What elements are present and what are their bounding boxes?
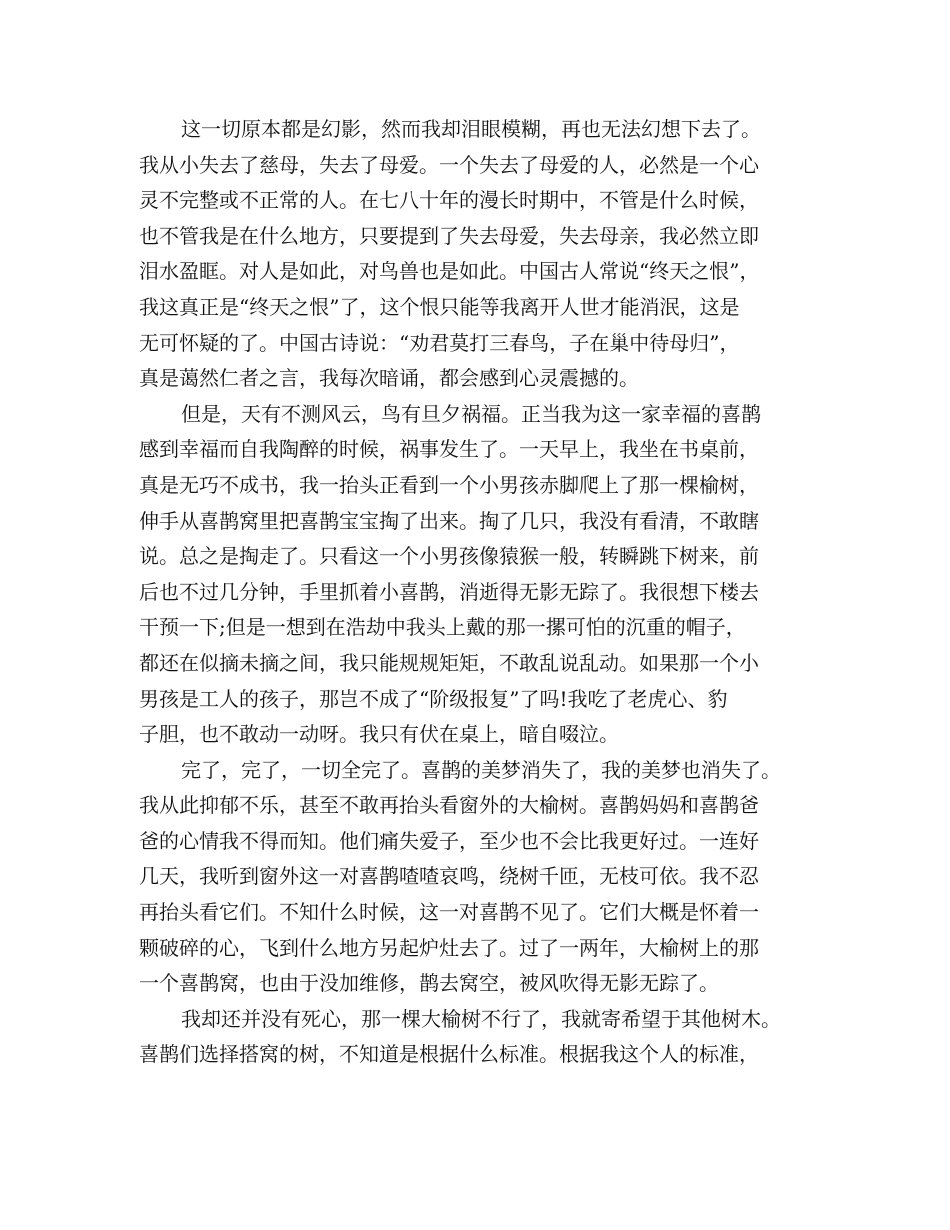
text-line: 完了，完了，一切全完了。喜鹊的美梦消失了，我的美梦也消失了。 [181, 757, 781, 782]
text-line: 颗破碎的心，飞到什么地方另起炉灶去了。过了一两年，大榆树上的那 [139, 935, 759, 960]
text-line: 再抬头看它们。不知什么时候，这一对喜鹊不见了。它们大概是怀着一 [139, 900, 759, 925]
text-line: 爸的心情我不得而知。他们痛失爱子，至少也不会比我更好过。一连好 [139, 828, 759, 853]
text-line: 伸手从喜鹊窝里把喜鹊宝宝掏了出来。掏了几只，我没有看清，不敢瞎 [139, 508, 759, 533]
text-line: 说。总之是掏走了。只看这一个小男孩像猿猴一般，转瞬跳下树来，前 [139, 544, 759, 569]
text-line: 这一切原本都是幻影，然而我却泪眼模糊，再也无法幻想下去了。 [181, 117, 761, 141]
text-line: 喜鹊们选择搭窝的树，不知道是根据什么标准。根据我这个人的标准， [139, 1042, 759, 1067]
text-line: 干预一下;但是一想到在浩劫中我头上戴的那一摞可怕的沉重的帽子， [139, 615, 746, 640]
text-line: 一个喜鹊窝，也由于没加维修，鹊去窝空，被风吹得无影无踪了。 [139, 971, 719, 996]
text-line: 我却还并没有死心，那一棵大榆树不行了，我就寄希望于其他树木。 [181, 1006, 781, 1031]
text-line: 我从小失去了慈母，失去了母爱。一个失去了母爱的人，必然是一个心 [139, 152, 759, 177]
text-line: 也不管我是在什么地方，只要提到了失去母爱，失去母亲，我必然立即 [139, 223, 759, 248]
text-line: 灵不完整或不正常的人。在七八十年的漫长时期中，不管是什么时候， [139, 188, 759, 213]
text-line: 后也不过几分钟，手里抓着小喜鹊，消逝得无影无踪了。我很想下楼去 [139, 579, 759, 604]
text-line: 泪水盈眶。对人是如此，对鸟兽也是如此。中国古人常说“终天之恨”， [139, 259, 760, 284]
text-line: 但是，天有不测风云，鸟有旦夕祸福。正当我为这一家幸福的喜鹊 [181, 401, 761, 426]
text-line: 真是无巧不成书，我一抬头正看到一个小男孩赤脚爬上了那一棵榆树， [139, 472, 759, 497]
text-line: 我这真正是“终天之恨”了，这个恨只能等我离开人世才能消泯，这是 [139, 294, 740, 319]
body-text [139, 112, 839, 1073]
text-line: 感到幸福而自我陶醉的时候，祸事发生了。一天早上，我坐在书桌前， [139, 437, 759, 462]
text-line: 真是蔼然仁者之言，我每次暗诵，都会感到心灵震撼的。 [139, 366, 639, 391]
text-line: 无可怀疑的了。中国古诗说：“劝君莫打三春鸟，子在巢中待母归”， [139, 330, 740, 355]
text-line: 子胆，也不敢动一动呀。我只有伏在桌上，暗自啜泣。 [139, 722, 619, 747]
text-line: 几天，我听到窗外这一对喜鹊喳喳哀鸣，绕树千匝，无枝可依。我不忍 [139, 864, 759, 889]
text-line: 我从此抑郁不乐，甚至不敢再抬头看窗外的大榆树。喜鹊妈妈和喜鹊爸 [139, 793, 759, 818]
text-line: 都还在似摘未摘之间，我只能规规矩矩，不敢乱说乱动。如果那一个小 [139, 650, 759, 675]
text-line: 男孩是工人的孩子，那岂不成了“阶级报复”了吗!我吃了老虎心、豹 [139, 686, 728, 711]
